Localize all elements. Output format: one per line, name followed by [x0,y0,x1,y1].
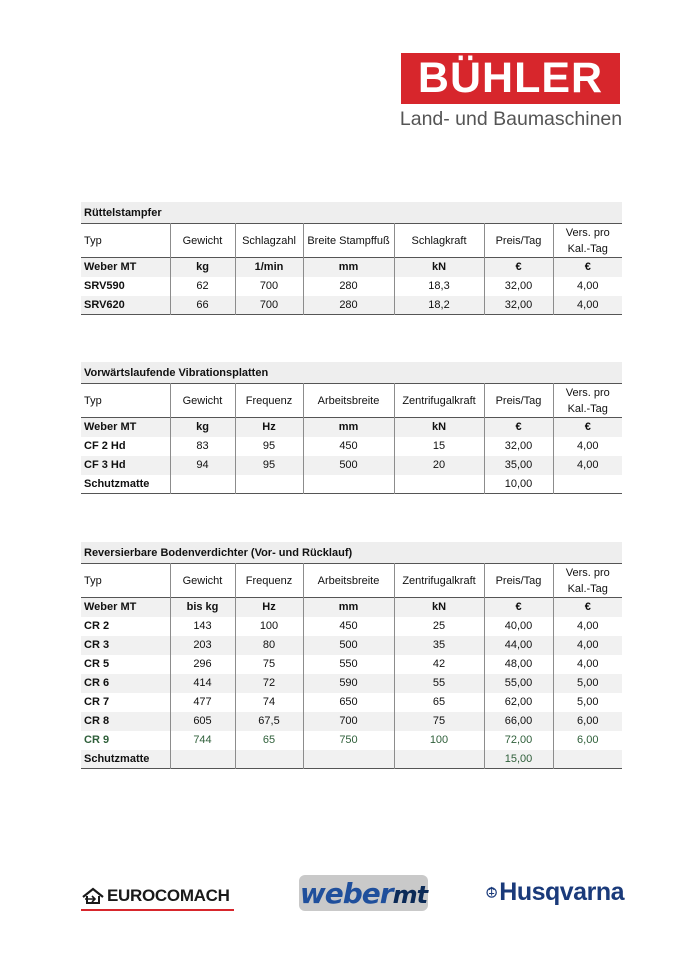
table-cell [553,750,622,769]
husqvarna-text: Husqvarna [499,877,624,906]
table-cell: 650 [303,693,394,712]
table-cell: 500 [303,636,394,655]
table-row [81,598,622,617]
section-title: Reversierbare Bodenverdichter (Vor- und Rücklauf) [81,542,622,563]
table-cell: CR 6 [81,674,170,693]
table-cell: 15 [394,437,484,456]
table-cell: kg [170,418,235,437]
table-cell: 143 [170,617,235,636]
col-header: Typ [84,234,102,247]
table-cell: 744 [170,731,235,750]
col-header: Frequenz [235,564,303,598]
table-cell: 590 [303,674,394,693]
table-cell: Weber MT [81,258,170,277]
table-cell: CF 2 Hd [81,437,170,456]
table-cell: 280 [303,296,394,315]
table-cell: 20 [394,456,484,475]
table-cell [170,475,235,494]
table-cell: 700 [235,296,303,315]
buhler-logo [401,53,620,104]
table-cell: mm [303,598,394,617]
table-row [81,636,622,655]
table-row [81,418,622,437]
table-row [81,674,622,693]
table-cell [553,475,622,494]
table-row [81,655,622,674]
col-header: Gewicht [170,384,235,418]
table-row [81,437,622,456]
col-header: Arbeitsbreite [303,384,394,418]
table-cell: Hz [235,418,303,437]
table-cell: 1/min [235,258,303,277]
table-cell: 414 [170,674,235,693]
table-cell: 450 [303,617,394,636]
table-cell: 67,5 [235,712,303,731]
table-cell: 4,00 [553,617,622,636]
table-cell: CR 7 [81,693,170,712]
table-cell: 48,00 [484,655,553,674]
price-table [81,563,622,769]
table-cell: 100 [394,731,484,750]
table-cell: mm [303,418,394,437]
brand-name: BÜHLER [417,54,604,102]
col-header: Vers. pro Kal.-Tag [553,224,622,258]
col-header: Breite Stampffuß [303,224,394,258]
table-cell: 4,00 [553,296,622,315]
table-cell: 296 [170,655,235,674]
table-cell: 280 [303,277,394,296]
weber-mt: mt [392,880,428,909]
price-table [81,383,622,494]
table-cell: SRV620 [81,296,170,315]
col-header: Preis/Tag [484,384,553,418]
table-cell: 450 [303,437,394,456]
table-cell: CR 2 [81,617,170,636]
table-cell: 477 [170,693,235,712]
table-cell: 100 [235,617,303,636]
table-header-row [81,564,622,598]
table-header-row [81,224,622,258]
table-row [81,296,622,315]
section-title: Vorwärtslaufende Vibrationsplatten [81,362,622,383]
col-header: Zentrifugalkraft [394,384,484,418]
col-header: Preis/Tag [484,224,553,258]
table-cell: € [553,258,622,277]
table-cell: 83 [170,437,235,456]
table-cell: mm [303,258,394,277]
table-cell: Hz [235,598,303,617]
table-cell: 32,00 [484,277,553,296]
weber-word: weber [299,876,393,910]
table-cell: 32,00 [484,296,553,315]
table-cell: 44,00 [484,636,553,655]
table-row [81,617,622,636]
webermt-logo [299,875,428,911]
col-header: Preis/Tag [484,564,553,598]
table-cell: 62,00 [484,693,553,712]
table-cell: € [484,418,553,437]
table-cell: 95 [235,456,303,475]
table-cell: 750 [303,731,394,750]
table-cell: 4,00 [553,437,622,456]
col-header: Vers. pro Kal.-Tag [553,384,622,418]
table-cell: 75 [394,712,484,731]
table-cell [394,750,484,769]
table-cell: 10,00 [484,475,553,494]
table-cell: 62 [170,277,235,296]
table-cell: 15,00 [484,750,553,769]
col-header: Frequenz [235,384,303,418]
table-cell [235,475,303,494]
table-cell: 4,00 [553,636,622,655]
table-cell: 5,00 [553,693,622,712]
section-bodenverdichter [81,542,622,769]
table-cell: 80 [235,636,303,655]
table-cell [170,750,235,769]
col-header: Zentrifugalkraft [394,564,484,598]
table-cell: 65 [394,693,484,712]
table-cell: 95 [235,437,303,456]
eurocomach-text: EUROCOMACH [107,886,230,905]
table-row [81,277,622,296]
col-header: Arbeitsbreite [303,564,394,598]
table-cell: 55,00 [484,674,553,693]
col-header: Typ [84,574,102,587]
section-vibrationsplatten [81,362,622,494]
table-cell: € [553,418,622,437]
table-cell: 5,00 [553,674,622,693]
table-cell: Weber MT [81,598,170,617]
table-cell: 18,3 [394,277,484,296]
table-cell: bis kg [170,598,235,617]
table-cell: € [484,258,553,277]
table-row [81,456,622,475]
table-cell: 700 [235,277,303,296]
table-row [81,750,622,769]
table-cell: 35,00 [484,456,553,475]
table-cell: 66 [170,296,235,315]
table-cell: CR 5 [81,655,170,674]
table-cell: CF 3 Hd [81,456,170,475]
table-cell: kN [394,418,484,437]
table-cell: kN [394,258,484,277]
house-arrow-icon [81,886,107,906]
table-cell: 4,00 [553,277,622,296]
table-row [81,475,622,494]
price-table [81,223,622,315]
table-cell: Weber MT [81,418,170,437]
col-header: Schlagkraft [394,224,484,258]
table-cell: 4,00 [553,655,622,674]
section-ruettelstampfer [81,202,622,315]
table-cell: CR 3 [81,636,170,655]
table-cell: 74 [235,693,303,712]
table-cell: kg [170,258,235,277]
table-cell [394,475,484,494]
brand-tagline: Land- und Baumaschinen [399,108,623,130]
table-cell: CR 8 [81,712,170,731]
husqvarna-crown-icon [486,879,497,905]
table-cell: Schutzmatte [81,750,170,769]
table-cell: 4,00 [553,456,622,475]
logo-underline [81,909,234,911]
col-header: Vers. pro Kal.-Tag [553,564,622,598]
table-cell: 203 [170,636,235,655]
table-cell: CR 9 [81,731,170,750]
table-cell [303,475,394,494]
table-cell: 42 [394,655,484,674]
table-cell: 550 [303,655,394,674]
table-row [81,712,622,731]
table-cell: 35 [394,636,484,655]
table-cell: 6,00 [553,731,622,750]
table-cell: 66,00 [484,712,553,731]
col-header: Typ [84,394,102,407]
table-cell: 72 [235,674,303,693]
table-row [81,731,622,750]
table-cell: 75 [235,655,303,674]
table-cell: 32,00 [484,437,553,456]
weber-text [300,877,427,910]
table-cell: Schutzmatte [81,475,170,494]
table-cell: 55 [394,674,484,693]
table-cell: 25 [394,617,484,636]
eurocomach-logo [81,880,234,912]
table-cell [303,750,394,769]
table-cell: 18,2 [394,296,484,315]
table-cell: kN [394,598,484,617]
table-header-row [81,384,622,418]
table-row [81,258,622,277]
table-cell: € [484,598,553,617]
table-cell [235,750,303,769]
table-cell: 65 [235,731,303,750]
col-header: Schlagzahl [235,224,303,258]
table-cell: 6,00 [553,712,622,731]
table-cell: 500 [303,456,394,475]
table-cell: 700 [303,712,394,731]
table-cell: SRV590 [81,277,170,296]
table-row [81,693,622,712]
col-header: Gewicht [170,564,235,598]
husqvarna-logo [486,876,624,908]
table-cell: € [553,598,622,617]
col-header: Gewicht [170,224,235,258]
table-cell: 605 [170,712,235,731]
table-cell: 94 [170,456,235,475]
table-cell: 40,00 [484,617,553,636]
table-cell: 72,00 [484,731,553,750]
section-title: Rüttelstampfer [81,202,622,223]
